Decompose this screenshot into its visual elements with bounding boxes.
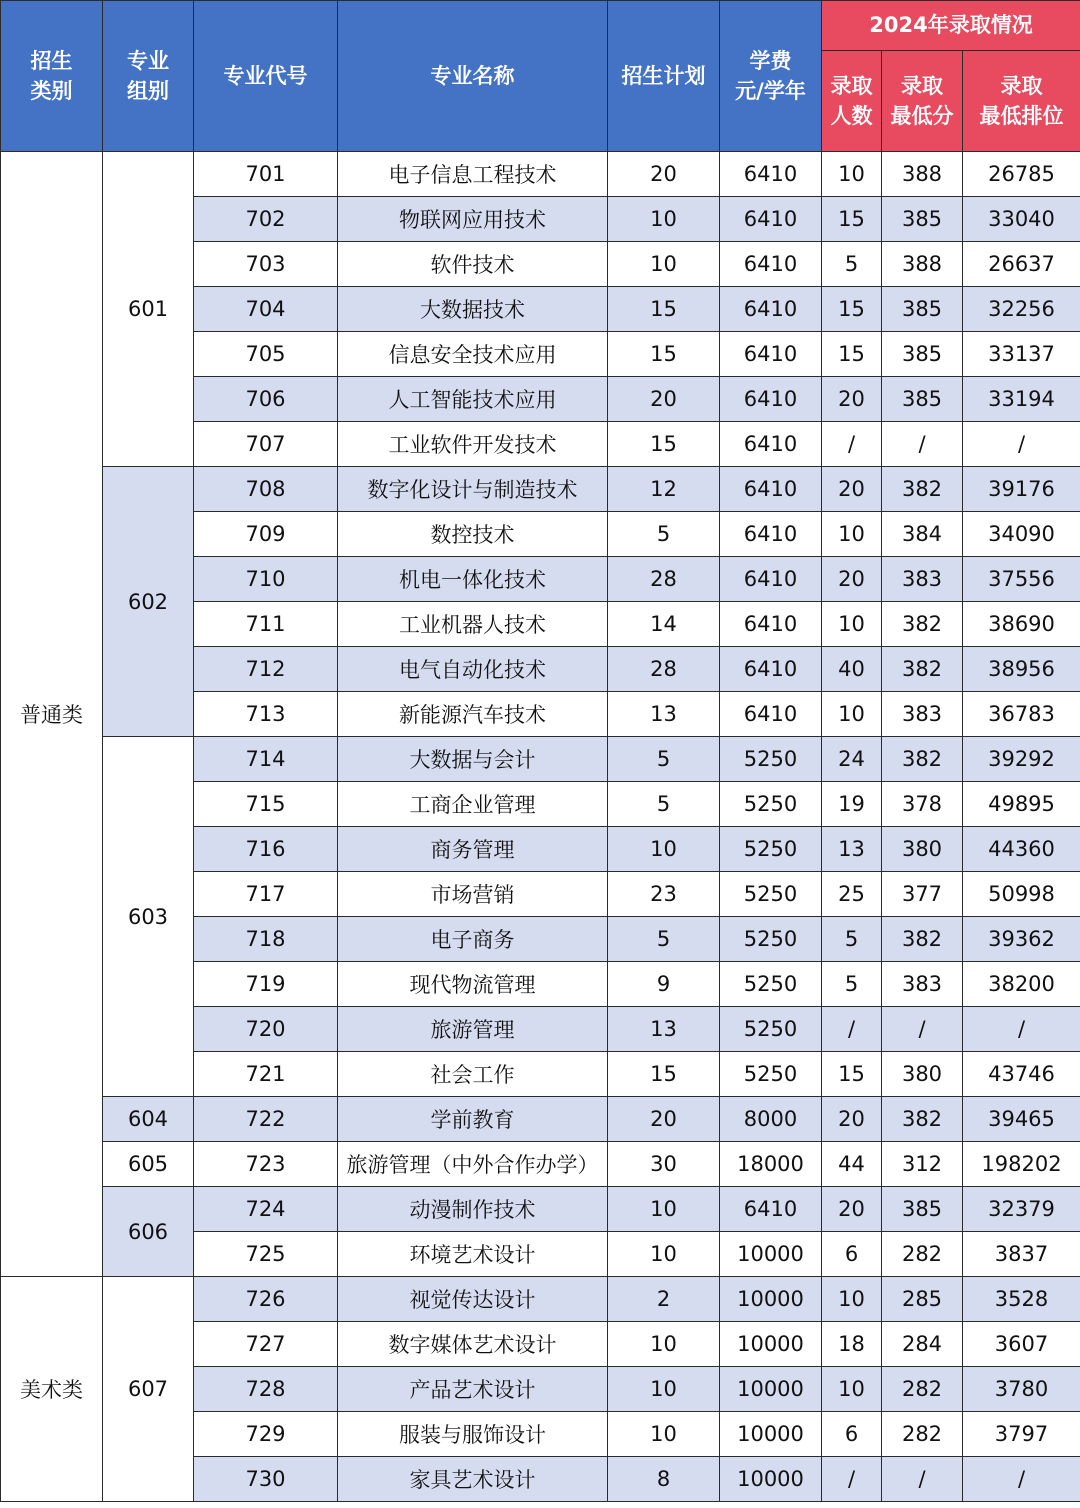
header-code: 专业代号: [194, 1, 338, 152]
min-score-cell: 385: [882, 332, 963, 377]
admitted-cell: 18: [822, 1322, 882, 1367]
table-row: [1, 1097, 1080, 1142]
min-score-cell: /: [882, 1007, 963, 1052]
fee-cell: 5250: [720, 962, 822, 1007]
admitted-cell: 5: [822, 242, 882, 287]
name-cell: 商务管理: [338, 827, 608, 872]
code-cell: 702: [194, 197, 338, 242]
min-rank-cell: 49895: [963, 782, 1080, 827]
admitted-cell: 24: [822, 737, 882, 782]
plan-cell: 15: [608, 287, 720, 332]
name-cell: 学前教育: [338, 1097, 608, 1142]
name-cell: 市场营销: [338, 872, 608, 917]
plan-cell: 12: [608, 467, 720, 512]
admitted-cell: 20: [822, 557, 882, 602]
min-rank-cell: 39465: [963, 1097, 1080, 1142]
plan-cell: 10: [608, 197, 720, 242]
admitted-cell: 20: [822, 1187, 882, 1232]
plan-cell: 2: [608, 1277, 720, 1322]
code-cell: 715: [194, 782, 338, 827]
header-plan: 招生计划: [608, 1, 720, 152]
admitted-cell: /: [822, 1007, 882, 1052]
name-cell: 数控技术: [338, 512, 608, 557]
min-rank-cell: 33194: [963, 377, 1080, 422]
name-cell: 视觉传达设计: [338, 1277, 608, 1322]
fee-cell: 6410: [720, 287, 822, 332]
name-cell: 环境艺术设计: [338, 1232, 608, 1277]
min-rank-cell: 33137: [963, 332, 1080, 377]
fee-cell: 5250: [720, 737, 822, 782]
name-cell: 数字化设计与制造技术: [338, 467, 608, 512]
min-score-cell: 380: [882, 1052, 963, 1097]
fee-cell: 5250: [720, 827, 822, 872]
fee-cell: 5250: [720, 1007, 822, 1052]
name-cell: 工商企业管理: [338, 782, 608, 827]
name-cell: 信息安全技术应用: [338, 332, 608, 377]
min-score-cell: 385: [882, 1187, 963, 1232]
admitted-cell: /: [822, 1457, 882, 1502]
min-rank-cell: 26637: [963, 242, 1080, 287]
plan-cell: 5: [608, 782, 720, 827]
plan-cell: 14: [608, 602, 720, 647]
min-score-cell: 285: [882, 1277, 963, 1322]
min-rank-cell: 39176: [963, 467, 1080, 512]
fee-cell: 10000: [720, 1367, 822, 1412]
name-cell: 工业软件开发技术: [338, 422, 608, 467]
admitted-cell: 40: [822, 647, 882, 692]
plan-cell: 10: [608, 1187, 720, 1232]
code-cell: 707: [194, 422, 338, 467]
plan-cell: 10: [608, 827, 720, 872]
min-score-cell: 385: [882, 197, 963, 242]
min-score-cell: 282: [882, 1412, 963, 1457]
code-cell: 728: [194, 1367, 338, 1412]
header-group: 专业 组别: [103, 1, 194, 152]
plan-cell: 13: [608, 692, 720, 737]
code-cell: 716: [194, 827, 338, 872]
name-cell: 大数据技术: [338, 287, 608, 332]
min-score-cell: 382: [882, 917, 963, 962]
min-rank-cell: 44360: [963, 827, 1080, 872]
name-cell: 动漫制作技术: [338, 1187, 608, 1232]
name-cell: 服装与服饰设计: [338, 1412, 608, 1457]
min-score-cell: 378: [882, 782, 963, 827]
min-rank-cell: /: [963, 1457, 1080, 1502]
admitted-cell: 20: [822, 467, 882, 512]
min-score-cell: 385: [882, 377, 963, 422]
code-cell: 722: [194, 1097, 338, 1142]
group-cell: 604: [103, 1097, 194, 1142]
plan-cell: 8: [608, 1457, 720, 1502]
min-score-cell: 385: [882, 287, 963, 332]
admitted-cell: 15: [822, 1052, 882, 1097]
min-rank-cell: 36783: [963, 692, 1080, 737]
min-rank-cell: 26785: [963, 152, 1080, 197]
header-min-score: 录取 最低分: [882, 51, 963, 152]
group-cell: 603: [103, 737, 194, 1097]
plan-cell: 15: [608, 422, 720, 467]
name-cell: 物联网应用技术: [338, 197, 608, 242]
fee-cell: 10000: [720, 1232, 822, 1277]
min-score-cell: 382: [882, 647, 963, 692]
category-cell: 美术类: [1, 1277, 103, 1502]
code-cell: 713: [194, 692, 338, 737]
min-rank-cell: 37556: [963, 557, 1080, 602]
fee-cell: 10000: [720, 1412, 822, 1457]
admitted-cell: 13: [822, 827, 882, 872]
plan-cell: 10: [608, 1232, 720, 1277]
code-cell: 720: [194, 1007, 338, 1052]
min-score-cell: 312: [882, 1142, 963, 1187]
header-fee: 学费 元/学年: [720, 1, 822, 152]
plan-cell: 5: [608, 737, 720, 782]
fee-cell: 6410: [720, 692, 822, 737]
min-rank-cell: 50998: [963, 872, 1080, 917]
min-rank-cell: 39362: [963, 917, 1080, 962]
min-rank-cell: 198202: [963, 1142, 1080, 1187]
code-cell: 712: [194, 647, 338, 692]
code-cell: 725: [194, 1232, 338, 1277]
code-cell: 710: [194, 557, 338, 602]
fee-cell: 5250: [720, 782, 822, 827]
fee-cell: 10000: [720, 1277, 822, 1322]
fee-cell: 6410: [720, 242, 822, 287]
table-row: [1, 1142, 1080, 1187]
plan-cell: 10: [608, 1322, 720, 1367]
code-cell: 721: [194, 1052, 338, 1097]
name-cell: 现代物流管理: [338, 962, 608, 1007]
code-cell: 703: [194, 242, 338, 287]
admitted-cell: 15: [822, 332, 882, 377]
table-body: [1, 152, 1080, 1502]
admitted-cell: /: [822, 422, 882, 467]
group-cell: 601: [103, 152, 194, 467]
name-cell: 大数据与会计: [338, 737, 608, 782]
min-score-cell: 284: [882, 1322, 963, 1367]
min-rank-cell: 39292: [963, 737, 1080, 782]
min-score-cell: 282: [882, 1232, 963, 1277]
min-score-cell: 383: [882, 962, 963, 1007]
min-score-cell: 382: [882, 602, 963, 647]
code-cell: 723: [194, 1142, 338, 1187]
code-cell: 706: [194, 377, 338, 422]
name-cell: 电气自动化技术: [338, 647, 608, 692]
plan-cell: 20: [608, 377, 720, 422]
admitted-cell: 20: [822, 377, 882, 422]
fee-cell: 6410: [720, 602, 822, 647]
name-cell: 电子信息工程技术: [338, 152, 608, 197]
admitted-cell: 25: [822, 872, 882, 917]
fee-cell: 18000: [720, 1142, 822, 1187]
name-cell: 社会工作: [338, 1052, 608, 1097]
plan-cell: 5: [608, 512, 720, 557]
plan-cell: 28: [608, 557, 720, 602]
code-cell: 718: [194, 917, 338, 962]
fee-cell: 6410: [720, 377, 822, 422]
plan-cell: 15: [608, 1052, 720, 1097]
plan-cell: 10: [608, 1367, 720, 1412]
code-cell: 704: [194, 287, 338, 332]
min-score-cell: 383: [882, 692, 963, 737]
code-cell: 726: [194, 1277, 338, 1322]
fee-cell: 6410: [720, 197, 822, 242]
fee-cell: 5250: [720, 872, 822, 917]
min-score-cell: 380: [882, 827, 963, 872]
fee-cell: 5250: [720, 1052, 822, 1097]
plan-cell: 10: [608, 242, 720, 287]
min-score-cell: /: [882, 422, 963, 467]
name-cell: 家具艺术设计: [338, 1457, 608, 1502]
min-rank-cell: 32379: [963, 1187, 1080, 1232]
min-score-cell: 383: [882, 557, 963, 602]
plan-cell: 9: [608, 962, 720, 1007]
fee-cell: 6410: [720, 152, 822, 197]
name-cell: 数字媒体艺术设计: [338, 1322, 608, 1367]
name-cell: 新能源汽车技术: [338, 692, 608, 737]
admitted-cell: 10: [822, 152, 882, 197]
min-score-cell: 382: [882, 1097, 963, 1142]
min-score-cell: 388: [882, 152, 963, 197]
fee-cell: 6410: [720, 512, 822, 557]
fee-cell: 10000: [720, 1322, 822, 1367]
code-cell: 708: [194, 467, 338, 512]
admitted-cell: 5: [822, 917, 882, 962]
min-score-cell: 382: [882, 737, 963, 782]
admitted-cell: 44: [822, 1142, 882, 1187]
group-cell: 602: [103, 467, 194, 737]
code-cell: 719: [194, 962, 338, 1007]
min-score-cell: 388: [882, 242, 963, 287]
admitted-cell: 15: [822, 287, 882, 332]
code-cell: 701: [194, 152, 338, 197]
min-rank-cell: 38690: [963, 602, 1080, 647]
admitted-cell: 10: [822, 1367, 882, 1412]
admitted-cell: 6: [822, 1412, 882, 1457]
table-row: [1, 1187, 1080, 1232]
header-name: 专业名称: [338, 1, 608, 152]
plan-cell: 15: [608, 332, 720, 377]
min-score-cell: 282: [882, 1367, 963, 1412]
header-admission-title: 2024年录取情况: [822, 1, 1080, 51]
fee-cell: 6410: [720, 422, 822, 467]
min-rank-cell: 33040: [963, 197, 1080, 242]
plan-cell: 20: [608, 152, 720, 197]
name-cell: 人工智能技术应用: [338, 377, 608, 422]
plan-cell: 30: [608, 1142, 720, 1187]
admitted-cell: 10: [822, 602, 882, 647]
code-cell: 705: [194, 332, 338, 377]
code-cell: 709: [194, 512, 338, 557]
code-cell: 727: [194, 1322, 338, 1367]
table-row: [1, 467, 1080, 512]
admitted-cell: 19: [822, 782, 882, 827]
min-rank-cell: 3528: [963, 1277, 1080, 1322]
fee-cell: 6410: [720, 1187, 822, 1232]
fee-cell: 6410: [720, 647, 822, 692]
fee-cell: 6410: [720, 557, 822, 602]
code-cell: 724: [194, 1187, 338, 1232]
min-rank-cell: 38200: [963, 962, 1080, 1007]
min-rank-cell: 43746: [963, 1052, 1080, 1097]
admitted-cell: 15: [822, 197, 882, 242]
plan-cell: 23: [608, 872, 720, 917]
min-rank-cell: 3837: [963, 1232, 1080, 1277]
category-cell: 普通类: [1, 152, 103, 1277]
table-row: [1, 1277, 1080, 1322]
fee-cell: 8000: [720, 1097, 822, 1142]
code-cell: 730: [194, 1457, 338, 1502]
min-rank-cell: 3780: [963, 1367, 1080, 1412]
admitted-cell: 6: [822, 1232, 882, 1277]
name-cell: 产品艺术设计: [338, 1367, 608, 1412]
code-cell: 717: [194, 872, 338, 917]
admitted-cell: 5: [822, 962, 882, 1007]
min-score-cell: 384: [882, 512, 963, 557]
table-row: [1, 152, 1080, 197]
min-rank-cell: 32256: [963, 287, 1080, 332]
header-admitted: 录取 人数: [822, 51, 882, 152]
plan-cell: 5: [608, 917, 720, 962]
min-rank-cell: 34090: [963, 512, 1080, 557]
fee-cell: 5250: [720, 917, 822, 962]
min-score-cell: 382: [882, 467, 963, 512]
group-cell: 606: [103, 1187, 194, 1277]
min-rank-cell: 38956: [963, 647, 1080, 692]
name-cell: 旅游管理（中外合作办学）: [338, 1142, 608, 1187]
plan-cell: 28: [608, 647, 720, 692]
header-min-rank: 录取 最低排位: [963, 51, 1080, 152]
fee-cell: 6410: [720, 332, 822, 377]
name-cell: 工业机器人技术: [338, 602, 608, 647]
plan-cell: 13: [608, 1007, 720, 1052]
name-cell: 软件技术: [338, 242, 608, 287]
min-score-cell: /: [882, 1457, 963, 1502]
name-cell: 机电一体化技术: [338, 557, 608, 602]
group-cell: 605: [103, 1142, 194, 1187]
min-rank-cell: /: [963, 1007, 1080, 1052]
fee-cell: 10000: [720, 1457, 822, 1502]
name-cell: 旅游管理: [338, 1007, 608, 1052]
fee-cell: 6410: [720, 467, 822, 512]
admitted-cell: 10: [822, 692, 882, 737]
table-row: [1, 737, 1080, 782]
min-score-cell: 377: [882, 872, 963, 917]
name-cell: 电子商务: [338, 917, 608, 962]
code-cell: 711: [194, 602, 338, 647]
plan-cell: 10: [608, 1412, 720, 1457]
min-rank-cell: 3797: [963, 1412, 1080, 1457]
min-rank-cell: 3607: [963, 1322, 1080, 1367]
plan-cell: 20: [608, 1097, 720, 1142]
admitted-cell: 10: [822, 1277, 882, 1322]
admitted-cell: 10: [822, 512, 882, 557]
code-cell: 729: [194, 1412, 338, 1457]
admitted-cell: 20: [822, 1097, 882, 1142]
min-rank-cell: /: [963, 422, 1080, 467]
group-cell: 607: [103, 1277, 194, 1502]
code-cell: 714: [194, 737, 338, 782]
header-category: 招生 类别: [1, 1, 103, 152]
